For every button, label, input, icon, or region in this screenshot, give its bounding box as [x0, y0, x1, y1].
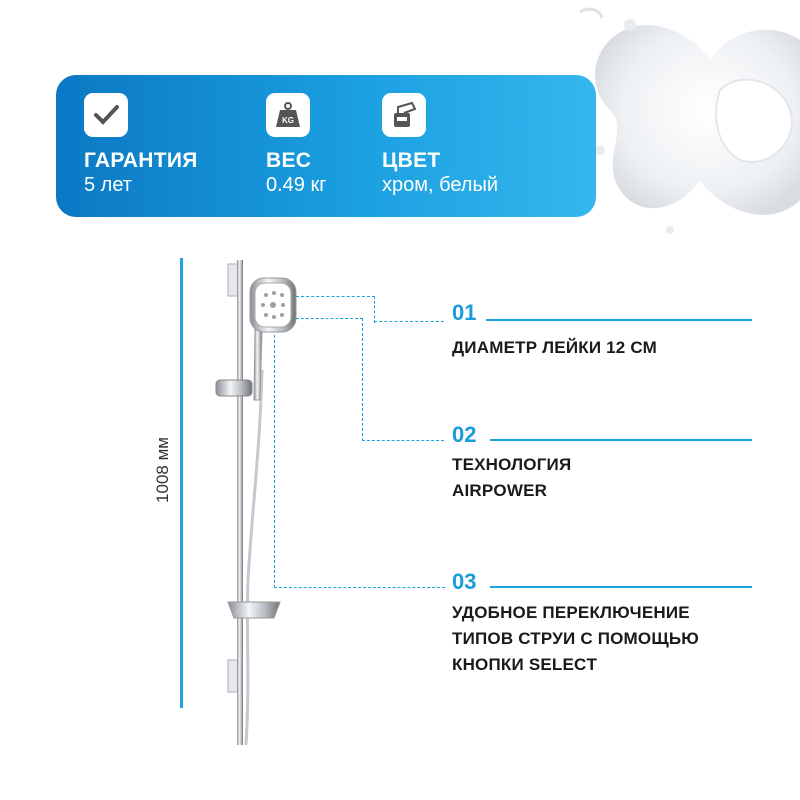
specs-banner — [56, 75, 596, 217]
feature-title: ВЕС — [266, 149, 312, 172]
feature-title: ГАРАНТИЯ — [84, 149, 198, 172]
callout-text-line: УДОБНОЕ ПЕРЕКЛЮЧЕНИЕ — [452, 603, 690, 622]
weight-icon — [266, 93, 310, 137]
callout-text-line: AIRPOWER — [452, 481, 548, 500]
feature-title: ЦВЕТ — [382, 149, 441, 172]
milk-splash-image — [570, 0, 800, 240]
height-dimension-line — [180, 258, 183, 708]
checkmark-icon — [84, 93, 128, 137]
weight-icon-label: KG — [282, 116, 294, 125]
feature-color — [382, 93, 498, 197]
callout-number: 03 — [452, 569, 477, 594]
paint-icon — [382, 93, 426, 137]
leader-line-01-end — [374, 321, 444, 322]
callout-rule — [490, 439, 752, 441]
feature-weight — [266, 93, 327, 197]
leader-line-03 — [274, 335, 445, 588]
callout-text-line: ТЕХНОЛОГИЯ — [452, 455, 572, 474]
callout-description — [452, 600, 699, 678]
callout-text-line: КНОПКИ SELECT — [452, 655, 598, 674]
callout-rule — [486, 319, 752, 321]
callout-description — [452, 452, 571, 504]
callout-text-line: ДИАМЕТР ЛЕЙКИ 12 СМ — [452, 338, 658, 357]
feature-value: хром, белый — [382, 174, 499, 196]
feature-value: 0.49 кг — [266, 174, 327, 196]
callout-text-line: ТИПОВ СТРУИ С ПОМОЩЬЮ — [452, 629, 700, 648]
feature-value: 5 лет — [84, 174, 132, 196]
callout-number: 02 — [452, 422, 477, 447]
callout-number: 01 — [452, 300, 477, 325]
callout-rule — [490, 586, 752, 588]
callout-description — [452, 335, 657, 361]
height-dimension-label: 1008 мм — [153, 437, 172, 503]
feature-warranty — [84, 93, 198, 197]
